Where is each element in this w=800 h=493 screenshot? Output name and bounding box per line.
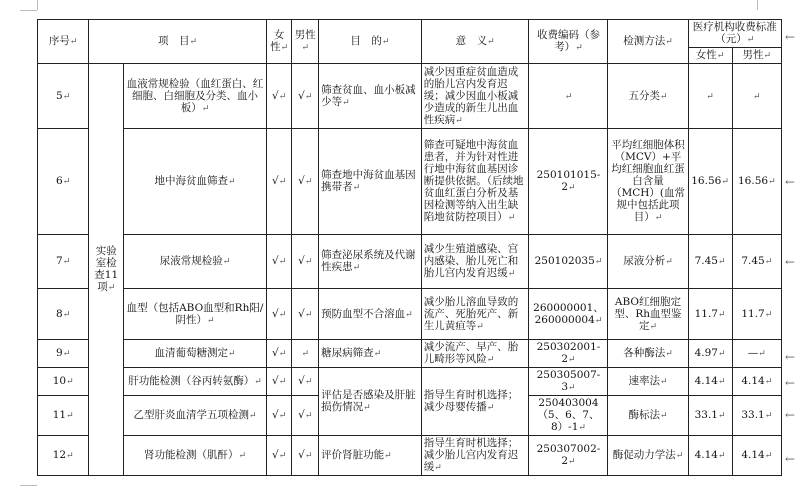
row-method: ABO红细胞定型、Rh血型鉴定↵ xyxy=(608,289,688,340)
row-method: 酶标法↵ xyxy=(608,396,688,436)
row-female: √↵ xyxy=(266,235,292,289)
row-item: 肾功能检测（肌酐）↵ xyxy=(124,436,267,476)
row-code: 250305007-3↵ xyxy=(529,368,608,396)
row-code: ↵ xyxy=(529,64,608,129)
row-seq: 9↵ xyxy=(38,340,89,368)
row-seq: 5↵ xyxy=(38,64,89,129)
header-female: 女性↵ xyxy=(266,20,292,64)
table-row xyxy=(38,289,782,340)
row-method: 尿液分析↵ xyxy=(608,235,688,289)
table-row xyxy=(38,235,782,289)
crop-mark-bottom-left xyxy=(20,485,37,486)
row-code: 250101015-2↵ xyxy=(529,129,608,235)
row-fee-male: 7.45↵ xyxy=(732,235,781,289)
row-method: 平均红细胞体积（MCV）+平均红细胞血红蛋白含量（MCH）(血常规中包括此项目）↵ xyxy=(608,129,688,235)
row-fee-female: 7.45↵ xyxy=(688,235,732,289)
row-meaning: 减少因重症贫血造成的胎儿宫内发育迟缓；减少因血小板减少造成的新生儿出血性疾病↵ xyxy=(421,64,529,129)
header-item: 项 目↵ xyxy=(89,20,267,64)
row-code: 250302001-2↵ xyxy=(529,340,608,368)
row-male: ↵ xyxy=(292,340,319,368)
row-seq: 8↵ xyxy=(38,289,89,340)
crop-mark-top-left xyxy=(20,10,37,11)
row-female: √↵ xyxy=(266,64,292,129)
row-meaning: 减少生殖道感染、宫内感染、胎儿死亡和胎儿宫内发育迟缓↵ xyxy=(421,235,529,289)
table-row xyxy=(38,368,782,396)
row-meaning: 指导生育时机选择；减少胎儿宫内发育迟缓↵ xyxy=(421,436,529,476)
row-seq: 6↵ xyxy=(38,129,89,235)
row-method: 五分类↵ xyxy=(608,64,688,129)
row-item: 肝功能检测（谷丙转氨酶）↵ xyxy=(124,368,267,396)
header-fee-female: 女性↵ xyxy=(688,48,732,64)
row-fee-female: 4.97↵ xyxy=(688,340,732,368)
row-male: √↵ xyxy=(292,235,319,289)
row-fee-female: 33.1↵ xyxy=(688,396,732,436)
crop-mark-left xyxy=(37,0,38,10)
row-male: √↵ xyxy=(292,64,319,129)
row-end-arrow: ← xyxy=(785,350,796,364)
row-male: √↵ xyxy=(292,436,319,476)
row-item: 血清葡萄糖测定↵ xyxy=(124,340,267,368)
row-end-arrow: ← xyxy=(785,452,796,466)
row-end-arrow: ← xyxy=(785,175,796,189)
row-seq: 12↵ xyxy=(38,436,89,476)
row-female: √↵ xyxy=(266,129,292,235)
row-fee-male: 11.7↵ xyxy=(732,289,781,340)
header-fee-male: 男性↵ xyxy=(732,48,781,64)
row-item: 血型（包括ABO血型和Rh阳/阴性）↵ xyxy=(124,289,267,340)
row-meaning: 指导生育时机选择；减少母婴传播↵ xyxy=(421,368,529,436)
row-fee-male: ↵ xyxy=(732,64,781,129)
row-meaning: 筛查可疑地中海贫血患者，并为针对性进行地中海贫血基因诊断提供依据。（后续地贫血红蛋白分析及基因检测等纳入出生缺陷地贫防控项目）↵ xyxy=(421,129,529,235)
header-male: 男性↵ xyxy=(292,20,319,64)
row-fee-male: —↵ xyxy=(732,340,781,368)
row-fee-female: 4.14↵ xyxy=(688,436,732,476)
row-seq: 7↵ xyxy=(38,235,89,289)
row-purpose: 筛查泌尿系统及代谢性疾患↵ xyxy=(319,235,422,289)
row-meaning: 减少流产、早产、胎儿畸形等风险↵ xyxy=(421,340,529,368)
header-row xyxy=(38,20,782,48)
row-fee-male: 4.14↵ xyxy=(732,436,781,476)
row-fee-female: 11.7↵ xyxy=(688,289,732,340)
row-female: √↵ xyxy=(266,368,292,396)
row-male: √↵ xyxy=(292,396,319,436)
header-purpose: 目 的↵ xyxy=(319,20,422,64)
row-end-arrow: ← xyxy=(785,408,796,422)
row-fee-male: 33.1↵ xyxy=(732,396,781,436)
row-method: 酶促动力学法↵ xyxy=(608,436,688,476)
header-seq: 序号↵ xyxy=(38,20,89,64)
row-fee-female: 16.56↵ xyxy=(688,129,732,235)
category-lab-tests: 实验室检查11项↵ xyxy=(89,64,124,476)
row-code: 250102035↵ xyxy=(529,235,608,289)
row-end-arrow: ← xyxy=(785,376,796,390)
row-seq: 10↵ xyxy=(38,368,89,396)
row-purpose: 筛查地中海贫血基因携带者↵ xyxy=(319,129,422,235)
row-purpose: 预防血型不合溶血↵ xyxy=(319,289,422,340)
row-end-arrow: ← xyxy=(785,30,796,44)
row-meaning: 减少胎儿溶血导致的流产、死胎死产、新生儿黄疸等↵ xyxy=(421,289,529,340)
row-fee-female: 4.14↵ xyxy=(688,368,732,396)
header-method: 检测方法↵ xyxy=(608,20,688,64)
table-row xyxy=(38,64,782,129)
fee-table xyxy=(37,19,782,476)
row-female: √↵ xyxy=(266,396,292,436)
row-male: √↵ xyxy=(292,289,319,340)
row-female: √↵ xyxy=(266,289,292,340)
row-female: √↵ xyxy=(266,340,292,368)
crop-mark-right xyxy=(757,0,758,10)
header-fee-standard: 医疗机构收费标准（元）↵ xyxy=(688,20,782,48)
row-purpose: 评价肾脏功能↵ xyxy=(319,436,422,476)
row-purpose: 筛查贫血、血小板减少等↵ xyxy=(319,64,422,129)
row-seq: 11↵ xyxy=(38,396,89,436)
row-method: 各种酶法↵ xyxy=(608,340,688,368)
row-purpose: 糖尿病筛查↵ xyxy=(319,340,422,368)
row-fee-female: ↵ xyxy=(688,64,732,129)
table-row xyxy=(38,436,782,476)
header-meaning: 意 义↵ xyxy=(421,20,529,64)
row-fee-male: 16.56↵ xyxy=(732,129,781,235)
row-method: 速率法↵ xyxy=(608,368,688,396)
row-male: √↵ xyxy=(292,368,319,396)
row-end-arrow: ← xyxy=(785,255,796,269)
row-fee-male: 4.14↵ xyxy=(732,368,781,396)
row-item: 乙型肝炎血清学五项检测↵ xyxy=(124,396,267,436)
row-code: 260000001、260000004↵ xyxy=(529,289,608,340)
row-code: 250307002-2↵ xyxy=(529,436,608,476)
row-purpose: 评估是否感染及肝脏损伤情况↵ xyxy=(319,368,422,436)
row-item: 尿液常规检验↵ xyxy=(124,235,267,289)
row-code: 250403004（5、6、7、8）-1↵ xyxy=(529,396,608,436)
header-fee-code: 收费编码（参考）↵ xyxy=(529,20,608,64)
table-row xyxy=(38,340,782,368)
row-female: √↵ xyxy=(266,436,292,476)
row-item: 地中海贫血筛查↵ xyxy=(124,129,267,235)
row-male: √↵ xyxy=(292,129,319,235)
table-row xyxy=(38,129,782,235)
row-item: 血液常规检验（血红蛋白、红细胞、白细胞及分类、血小板）↵ xyxy=(124,64,267,129)
